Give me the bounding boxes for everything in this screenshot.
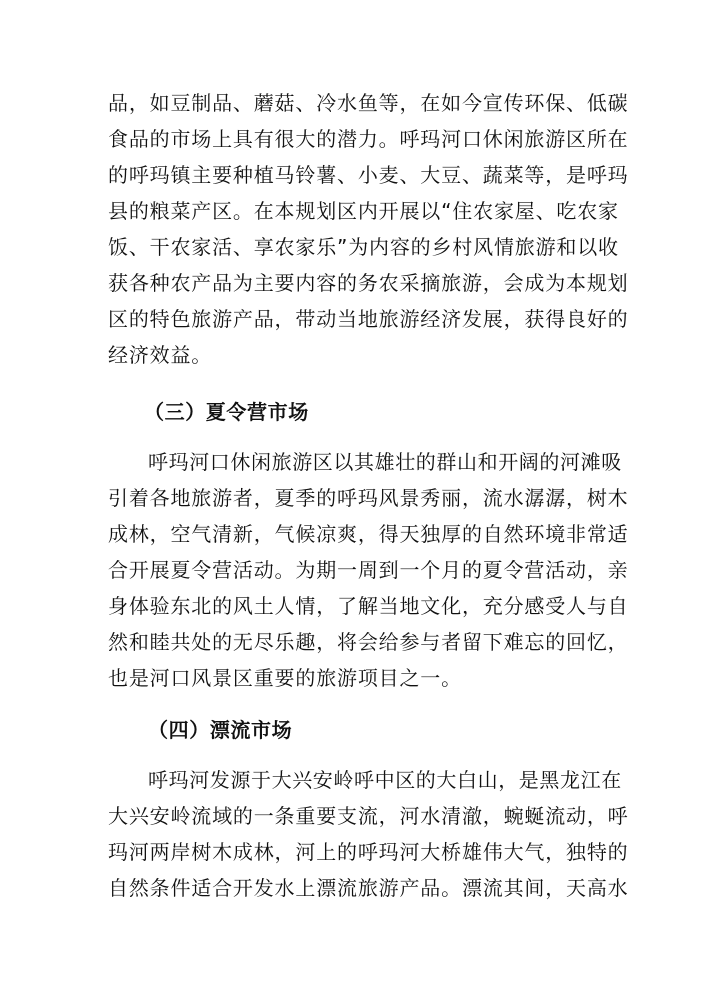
paragraph-line: 品，如豆制品、蘑菇、冷水鱼等，在如今宣传环保、低碳 — [108, 91, 629, 115]
paragraph-line: 大兴安岭流域的一条重要支流，河水清澈，蜿蜒流动，呼 — [108, 804, 629, 828]
paragraph-line: 引着各地旅游者，夏季的呼玛风景秀丽，流水潺潺，树木 — [108, 486, 629, 510]
paragraph-line: 呼玛河口休闲旅游区以其雄壮的群山和开阔的河滩吸 — [148, 450, 622, 474]
paragraph-line: 也是河口风景区重要的旅游项目之一。 — [108, 666, 462, 690]
paragraph-line: 饭、干农家活、享农家乐”为内容的乡村风情旅游和以收 — [108, 235, 619, 259]
paragraph-line: 食品的市场上具有很大的潜力。呼玛河口休闲旅游区所在 — [108, 127, 629, 151]
paragraph-line: 自然条件适合开发水上漂流旅游产品。漂流其间，天高水 — [108, 876, 629, 900]
section-heading-rafting: （四）漂流市场 — [148, 718, 293, 742]
paragraph-line: 县的粮菜产区。在本规划区内开展以“住农家屋、吃农家 — [108, 199, 619, 223]
paragraph-line: 合开展夏令营活动。为期一周到一个月的夏令营活动，亲 — [108, 558, 629, 582]
paragraph-line: 然和睦共处的无尽乐趣，将会给参与者留下难忘的回忆， — [108, 630, 629, 654]
paragraph-line: 玛河两岸树木成林，河上的呼玛河大桥雄伟大气，独特的 — [108, 840, 629, 864]
paragraph-line: 身体验东北的风土人情，了解当地文化，充分感受人与自 — [108, 594, 629, 618]
paragraph-line: 获各种农产品为主要内容的务农采摘旅游，会成为本规划 — [108, 271, 629, 295]
paragraph-line: 的呼玛镇主要种植马铃薯、小麦、大豆、蔬菜等，是呼玛 — [108, 163, 629, 187]
section-heading-summer-camp: （三）夏令营市场 — [144, 400, 309, 424]
paragraph-line: 呼玛河发源于大兴安岭呼中区的大白山，是黑龙江在 — [148, 768, 622, 792]
paragraph-line: 区的特色旅游产品，带动当地旅游经济发展，获得良好的 — [108, 307, 629, 331]
paragraph-line: 成林，空气清新，气候凉爽，得天独厚的自然环境非常适 — [108, 522, 629, 546]
paragraph-line: 经济效益。 — [108, 343, 213, 367]
